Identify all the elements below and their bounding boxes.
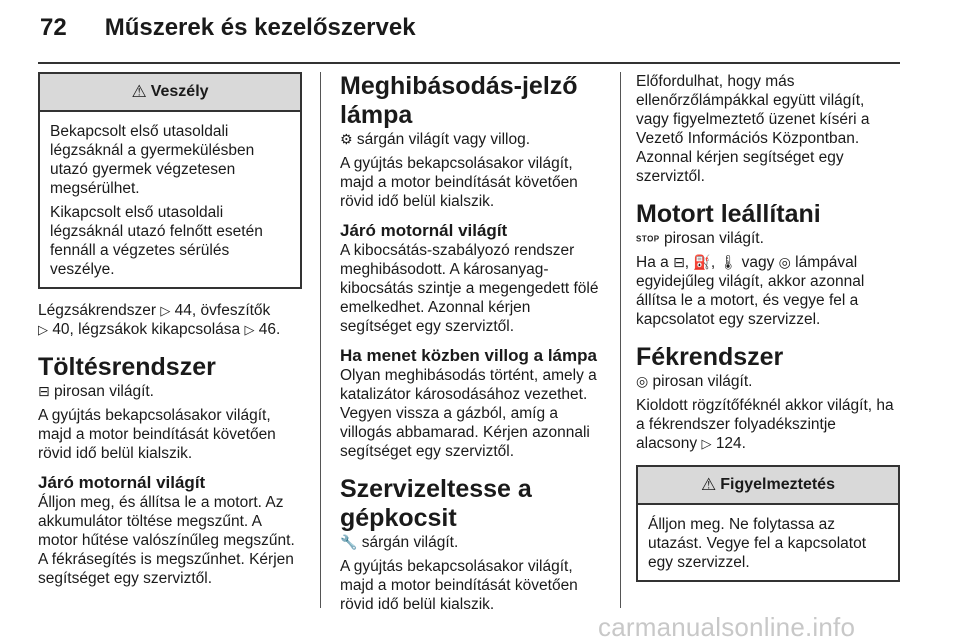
- body-line: kibocsátás szintje a megengedett fölé: [340, 280, 599, 297]
- danger-line: Kikapcsolt első utasoldali: [50, 204, 224, 221]
- battery-icon: ⊟: [38, 383, 50, 399]
- body-line: Előfordulhat, hogy más: [636, 73, 795, 90]
- section-heading-charging: Töltésrendszer: [38, 353, 216, 381]
- page-ref-arrow-icon: ▷: [244, 322, 255, 337]
- danger-box-body: [40, 112, 300, 287]
- body-line: Vezető Információs Központban.: [636, 130, 860, 147]
- caution-box-body: [638, 505, 898, 580]
- coolant-temperature-icon: 🌡: [719, 254, 738, 271]
- mil-lamp-line: ⚙ sárgán világít vagy villog.: [340, 131, 531, 148]
- body-line: rövid idő belül kialszik.: [340, 596, 495, 613]
- body-line: ellenőrzőlámpákkal együtt világít,: [636, 92, 865, 109]
- watermark: carmanualsonline.info: [598, 612, 856, 642]
- body-line: Álljon meg, és állítsa le a motort. Az: [38, 494, 284, 511]
- body-line: Olyan meghibásodás történt, amely a: [340, 367, 597, 384]
- caution-box: [636, 465, 900, 582]
- brake-lamp-line: ◎ pirosan világít.: [636, 373, 753, 391]
- body-line: akkumulátor töltése megszűnt. A: [38, 513, 263, 530]
- body-line: meghibásodott. A károsanyag-: [340, 261, 549, 278]
- body-line: majd a motor beindítását követően: [340, 174, 578, 191]
- body-line: A gyújtás bekapcsolásakor világít,: [340, 558, 573, 575]
- column-3: [636, 72, 900, 582]
- caution-line: utazást. Vegye fel a kapcsolatot: [648, 535, 866, 553]
- danger-line: megsérülhet.: [50, 180, 140, 197]
- danger-line: Bekapcsolt első utasoldali: [50, 123, 229, 140]
- body-line: rövid idő belül kialszik.: [340, 193, 495, 210]
- caution-box-header: [638, 467, 898, 505]
- charging-lamp-line: ⊟ pirosan világít.: [38, 383, 154, 400]
- warning-triangle-icon: ⚠: [131, 82, 147, 101]
- body-line: A gyújtás bekapcsolásakor világít,: [38, 407, 271, 424]
- stop-lamp-line: STOP pirosan világít.: [636, 230, 764, 247]
- warning-triangle-icon: ⚠: [701, 475, 717, 495]
- subheading-running: Járó motornál világít: [38, 473, 206, 492]
- wrench-car-icon: 🔧: [340, 534, 358, 550]
- column-2: [340, 72, 604, 614]
- page-ref-arrow-icon: ▷: [38, 322, 48, 337]
- danger-line: fennáll a végzetes sérülés: [50, 242, 230, 259]
- stop-icons-line: Ha a ⊟, ⛽, 🌡 vagy ◎ lámpával: [636, 254, 858, 272]
- page-ref-arrow-icon: ▷: [160, 303, 171, 318]
- body-line: A gyújtás bekapcsolásakor világít,: [340, 155, 573, 172]
- subheading-flash: Ha menet közben villog a lámpa: [340, 346, 597, 365]
- body-line: állítsa le a motort, és vegye fel a: [636, 292, 859, 310]
- body-line: egyidejűleg világít, akkor azonnal: [636, 273, 865, 291]
- body-line: szerviztől.: [636, 168, 705, 185]
- service-lamp-line: 🔧 sárgán világít.: [340, 534, 459, 551]
- oil-pressure-icon: ⛽: [693, 254, 711, 271]
- page-title: Műszerek és kezelőszervek: [104, 14, 416, 41]
- body-line: Vegyen vissza a gázból, amíg a: [340, 405, 558, 422]
- body-line: villogás abbamarad. Kérjen azonnali: [340, 424, 590, 441]
- caution-line: Álljon meg. Ne folytassa az: [648, 516, 835, 534]
- danger-box: [38, 72, 302, 289]
- cross-reference: ▷ 40, légzsákok kikapcsolása ▷ 46.: [38, 321, 281, 338]
- section-heading-mil: lámpa: [340, 101, 413, 129]
- battery-icon: ⊟: [673, 254, 685, 271]
- section-heading-mil: Meghibásodás-jelző: [340, 72, 578, 100]
- body-line: segítséget egy szerviztől.: [340, 318, 515, 335]
- body-line: katalizátor károsodásához vezethet.: [340, 386, 588, 403]
- body-line: motor hűtése valószínűleg megszűnt.: [38, 532, 295, 549]
- danger-box-header: [40, 74, 300, 112]
- subheading-running: Járó motornál világít: [340, 221, 508, 240]
- body-line: segítséget egy szerviztől.: [38, 570, 213, 587]
- caution-box-title: Figyelmeztetés: [720, 476, 835, 494]
- brake-icon: ◎: [636, 373, 649, 390]
- body-line: kapcsolatot egy szervizzel.: [636, 311, 821, 329]
- header-rule: [38, 62, 900, 64]
- engine-icon: ⚙: [340, 131, 353, 147]
- body-line: A fékrásegítés is megszűnhet. Kérjen: [38, 551, 294, 568]
- section-heading-service: Szervizeltesse a gépkocsit: [340, 475, 532, 532]
- section-heading-stop: Motort leállítani: [636, 200, 821, 228]
- body-line: A kibocsátás-szabályozó rendszer: [340, 242, 575, 259]
- caution-line: egy szervizzel.: [648, 554, 750, 572]
- brake-icon: ◎: [778, 254, 791, 271]
- stop-icon: STOP: [636, 234, 660, 244]
- body-line: majd a motor beindítását követően: [340, 577, 578, 594]
- cross-reference: Légzsákrendszer ▷ 44, övfeszítők: [38, 302, 271, 319]
- danger-line: légzsáknál a gyermekülésben: [50, 142, 255, 159]
- body-line: emelkedhet. Azonnal kérjen: [340, 299, 531, 316]
- body-line: a fékrendszer folyadékszintje: [636, 416, 836, 434]
- danger-box-title: Veszély: [150, 83, 209, 100]
- danger-line: utazó gyermek végzetesen: [50, 161, 236, 178]
- danger-line: veszélye.: [50, 261, 115, 278]
- body-line: Kioldott rögzítőféknél akkor világít, ha: [636, 397, 894, 415]
- body-line: segítséget egy szerviztől.: [340, 443, 515, 460]
- cross-reference: alacsony ▷ 124.: [636, 435, 746, 453]
- column-1: [38, 72, 302, 588]
- column-divider: [620, 72, 621, 608]
- page-ref-arrow-icon: ▷: [701, 436, 712, 452]
- body-line: Azonnal kérjen segítséget egy: [636, 149, 844, 166]
- section-heading-brake: Fékrendszer: [636, 343, 784, 372]
- page-header: [40, 14, 416, 54]
- column-divider: [320, 72, 321, 608]
- danger-line: légzsáknál utazó felnőtt esetén: [50, 223, 263, 240]
- body-line: vagy figyelmeztető üzenet kíséri a: [636, 111, 870, 128]
- body-line: majd a motor beindítását követően: [38, 426, 276, 443]
- body-line: rövid idő belül kialszik.: [38, 445, 193, 462]
- page-number: 72: [40, 14, 67, 41]
